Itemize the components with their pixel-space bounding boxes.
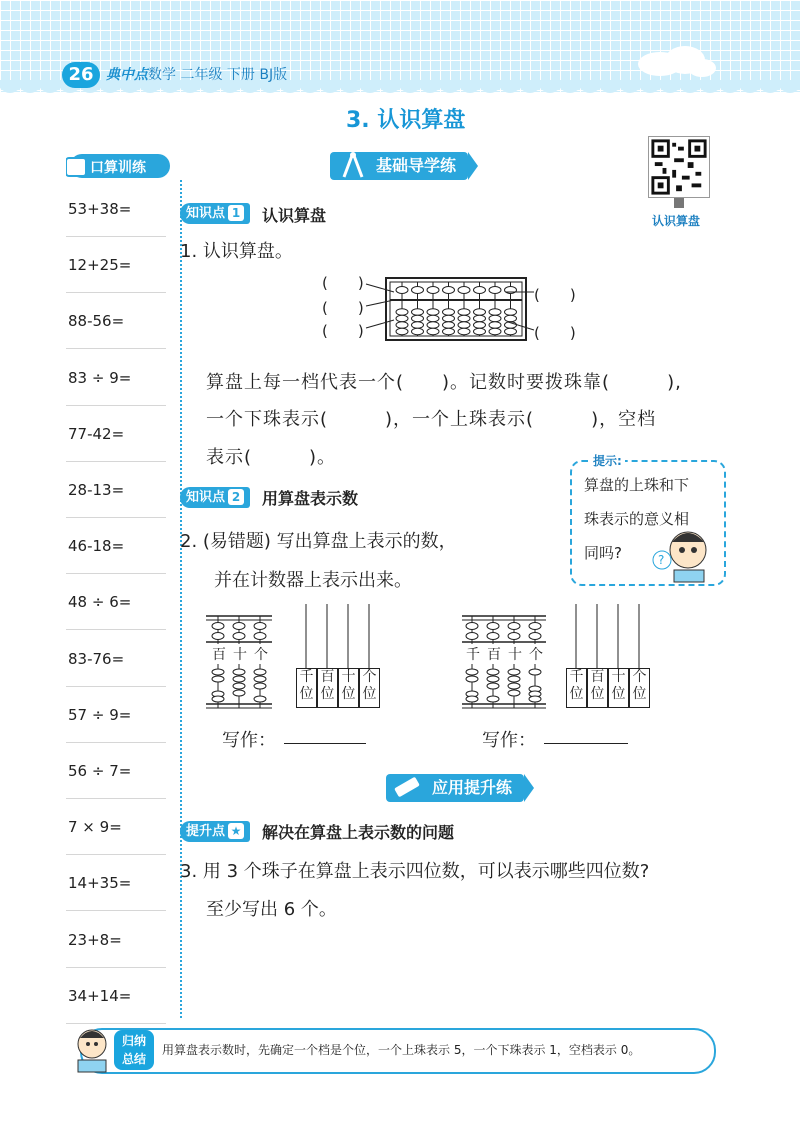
abacus-lower-bead [412,322,424,328]
abacus-lower-bead [529,669,541,675]
abacus-lower-bead [489,315,501,321]
kp1-tag-text: 知识点 [186,206,226,221]
abacus-upper-bead [412,287,424,294]
counter-place-suffix: 位 [299,686,314,702]
abacus-lower-bead [212,696,224,702]
abacus-lower-bead [487,676,499,682]
abacus-lower-bead [412,309,424,315]
abacus-lower-bead [508,676,520,682]
summary-text: 用算盘表示数时，先确定一个档是个位，一个上珠表示 5，一个下珠表示 1，空档表示 0。 [162,1043,641,1057]
abacus-lower-bead [466,676,478,682]
abacus-lower-bead [396,322,408,328]
abacus-upper-bead [529,633,541,640]
mental-math-divider [66,798,166,799]
abacus-lower-bead [233,683,245,689]
star-icon: ★ [228,823,244,839]
abacus-place-label: 十 [508,644,522,664]
abacus-lower-bead [474,322,486,328]
counter-place-cell [317,668,338,708]
counter-place-cell [359,668,380,708]
counter-place-suffix: 位 [590,686,605,702]
abacus-place-label: 个 [529,644,543,664]
abacus-lower-bead [529,696,541,702]
counter-place-cell [587,668,608,708]
mental-math-divider [66,573,166,574]
counter-place-cell [338,668,359,708]
abacus-lower-bead [487,683,499,689]
mental-math-item: 88-56= [68,312,125,331]
abacus-lower-bead [505,309,517,315]
kp1-title: 认识算盘 [262,206,327,225]
mental-math-item: 34+14= [68,986,132,1005]
mental-math-divider [66,405,166,406]
qr-label: 认识算盘 [652,214,701,228]
abacus-lower-bead [427,309,439,315]
abacus-place-label: 百 [212,644,226,664]
abacus-blank-4[interactable]: ( ) [534,286,576,304]
cartoon-reader-icon [68,1026,114,1076]
mental-math-item: 56 ÷ 7= [68,762,132,780]
counter-place-cell [608,668,629,708]
kp2-number: 2 [228,489,244,505]
abacus-lower-bead [443,328,455,334]
abacus-place-label: 百 [487,644,501,664]
abacus-lower-bead [505,328,517,334]
mental-math-divider [66,348,166,349]
page-number: 26 [62,62,100,88]
mental-math-divider [66,967,166,968]
abacus-lower-bead [254,676,266,682]
q1-line1: 算盘上每一档代表一个( )。记数时要拨珠靠( ), [206,372,682,393]
write-answer-b[interactable] [544,742,628,744]
abacus-upper-bead [396,287,408,294]
abacus-upper-bead [487,633,499,640]
knowledge-point-1-tag [180,203,250,224]
abacus-lower-bead [427,328,439,334]
q1-stem: 1. 认识算盘。 [180,241,293,262]
kp3-title: 解决在算盘上表示数的问题 [262,823,455,842]
abacus-lower-bead [443,309,455,315]
mental-math-item: 7 × 9= [68,818,122,837]
abacus-lower-bead [443,322,455,328]
abacus-lower-bead [508,669,520,675]
brand-logo: 典中点 [106,67,148,83]
hint-line3: 同吗? [584,544,622,562]
mental-math-divider [66,686,166,687]
kp2-title: 用算盘表示数 [262,489,359,508]
abacus-upper-bead [254,633,266,640]
abacus-lower-bead [396,309,408,315]
q2-stem-line2: 并在计数器上表示出来。 [214,570,412,591]
section-apply-label: 应用提升练 [432,778,513,797]
q1-line2: 一个下珠表示( )，一个上珠表示( )，空档 [206,409,657,430]
abacus-lower-bead [466,696,478,702]
abacus-upper-bead [254,623,266,630]
counter-place-cell [566,668,587,708]
abacus-lower-bead [233,676,245,682]
abacus-lower-bead [474,315,486,321]
abacus-lower-bead [412,328,424,334]
counter-place-suffix: 位 [569,686,584,702]
mental-math-divider [66,629,166,630]
abacus-lower-bead [396,315,408,321]
abacus-lower-bead [487,669,499,675]
abacus-place-label: 千 [466,644,480,664]
abacus-lower-bead [427,315,439,321]
write-answer-a[interactable] [284,742,366,744]
cloud-icon [630,40,720,80]
mental-math-divider [66,910,166,911]
mental-math-item: 83 ÷ 9= [68,368,132,387]
abacus-lower-bead [474,328,486,334]
counter-place-suffix: 位 [611,686,626,702]
summary-badge-line1: 归纳 [121,1034,146,1048]
abacus-upper-bead [427,287,439,294]
abacus-lower-bead [474,309,486,315]
q3-line2: 至少写出 6 个。 [206,899,337,920]
counter-place-cell [629,668,650,708]
abacus-upper-bead [443,287,455,294]
mental-math-divider [66,854,166,855]
mental-math-item: 53+38= [68,200,132,218]
kp2-tag-text: 知识点 [186,490,226,505]
counter-place-cell [296,668,317,708]
abacus-lower-bead [212,676,224,682]
mental-math-item: 23+8= [68,930,122,949]
abacus-lower-bead [466,669,478,675]
left-column-divider [180,180,182,1018]
abacus-upper-bead [212,623,224,630]
q3-line1: 3. 用 3 个珠子在算盘上表示四位数，可以表示哪些四位数? [180,861,650,882]
mental-math-divider [66,292,166,293]
hint-line1: 算盘的上珠和下 [584,476,690,494]
svg-text:?: ? [658,553,665,567]
abacus-blank-3[interactable]: ( ) [322,322,364,340]
q2-stem-line1: 2. (易错题) 写出算盘上表示的数， [180,531,457,552]
counter-place-name: 百 [590,669,605,685]
counter-place-suffix: 位 [362,686,377,702]
abacus-upper-bead [466,633,478,640]
abacus-lower-bead [254,683,266,689]
knowledge-point-2-tag [180,487,250,508]
counter-place-name: 百 [320,669,335,685]
abacus-lower-bead [412,315,424,321]
mental-math-item: 28-13= [68,481,125,499]
cartoon-boy-icon [650,526,720,586]
abacus-upper-bead [233,623,245,630]
mental-math-divider [66,236,166,237]
abacus-upper-bead [474,287,486,294]
abacus-blank-2[interactable]: ( ) [322,299,364,317]
abacus-lower-bead [212,669,224,675]
abacus-upper-bead [212,633,224,640]
abacus-lower-bead [508,690,520,696]
abacus-upper-bead [508,633,520,640]
counter-place-name: 个 [632,669,647,685]
abacus-lower-bead [254,696,266,702]
abacus-blank-5[interactable]: ( ) [534,324,576,342]
abacus-place-label: 十 [233,644,247,664]
mental-math-divider [66,517,166,518]
abacus-lower-bead [489,309,501,315]
summary-badge [114,1030,154,1070]
counter-place-name: 千 [299,669,314,685]
abacus-lower-bead [233,669,245,675]
hint-heading: 提示: [590,452,625,469]
abacus-upper-bead [487,623,499,630]
abacus-blank-1[interactable]: ( ) [322,274,364,292]
abacus-lower-bead [508,683,520,689]
mental-math-item: 83-76= [68,649,125,668]
mental-math-item: 57 ÷ 9= [68,705,132,724]
counter-place-name: 十 [611,669,626,685]
abacus-place-label: 个 [254,644,268,664]
write-label-b: 写作： [482,730,536,751]
abacus-lower-bead [458,328,470,334]
counter-a-rods [296,604,380,672]
write-label-a: 写作： [222,730,276,751]
abacus-lower-bead [233,690,245,696]
counter-place-suffix: 位 [320,686,335,702]
abacus-lower-bead [458,309,470,315]
page-title: 3. 认识算盘 [346,108,466,133]
mental-math-divider [66,461,166,462]
abacus-lower-bead [443,315,455,321]
compass-icon [338,150,368,180]
summary-badge-line2: 总结 [121,1052,146,1066]
kp1-number: 1 [228,205,244,221]
abacus-lower-bead [458,322,470,328]
counter-place-name: 个 [362,669,377,685]
hint-line2: 珠表示的意义相 [584,510,690,528]
abacus-lower-bead [254,669,266,675]
abacus-lower-bead [489,328,501,334]
book-info: 数学 二年级 下册 BJ版 [148,67,288,83]
abacus-upper-bead [458,287,470,294]
q1-line3: 表示( )。 [206,447,337,468]
counter-b-rods [566,604,650,672]
mental-math-item: 46-18= [68,537,125,556]
qr-clip [674,198,684,208]
section-basic-label: 基础导学练 [376,156,457,175]
mental-math-divider [66,742,166,743]
kp3-tag-text: 提升点 [186,824,226,839]
counter-place-name: 十 [341,669,356,685]
abacus-lower-bead [427,322,439,328]
counter-place-name: 千 [569,669,584,685]
mental-math-item: 77-42= [68,424,125,443]
abacus-lower-bead [458,315,470,321]
abacus-upper-bead [466,623,478,630]
abacus-upper-bead [529,623,541,630]
abacus-upper-bead [489,287,501,294]
mental-math-item: 14+35= [68,874,132,893]
mental-math-heading: 口算训练 [90,160,146,176]
abacus-upper-bead [233,633,245,640]
mental-math-divider [66,1023,166,1024]
mental-math-item: 48 ÷ 6= [68,593,132,612]
abacus-lower-bead [505,315,517,321]
abacus-lower-bead [396,328,408,334]
improvement-point-tag [180,821,250,842]
abacus-lower-bead [487,696,499,702]
ruler-icon [392,772,422,802]
mental-math-item: 12+25= [68,256,132,275]
qr-code [648,136,710,198]
abacus-upper-bead [508,623,520,630]
counter-place-suffix: 位 [632,686,647,702]
abacus-lower-bead [489,322,501,328]
counter-place-suffix: 位 [341,686,356,702]
